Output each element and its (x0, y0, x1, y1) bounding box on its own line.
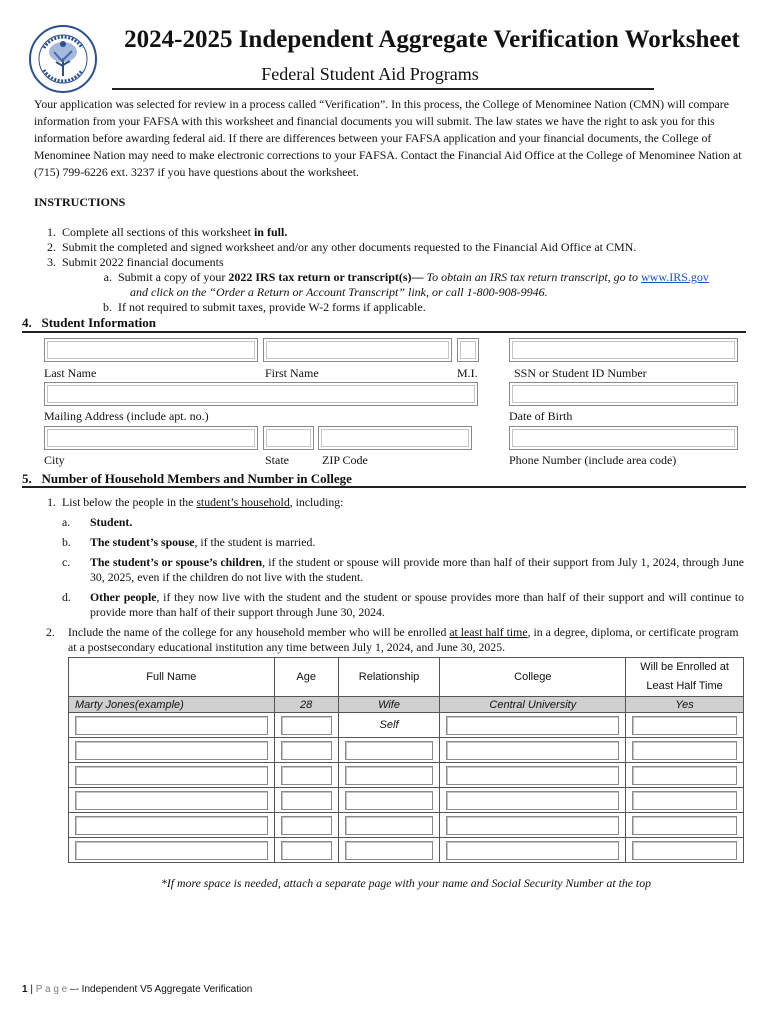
household-item-1: 1. List below the people in the student’s household, including: (47, 495, 344, 509)
age-input[interactable] (281, 841, 332, 860)
header-enrolled: Will be Enrolled at Least Half Time (626, 658, 744, 697)
enrolled-input[interactable] (632, 716, 737, 735)
address-label: Mailing Address (include apt. no.) (44, 409, 209, 423)
first-name-input[interactable] (263, 338, 452, 362)
department-of-education-seal (28, 24, 98, 94)
section-5-heading: 5. Number of Household Members and Number in College (22, 471, 352, 486)
example-college: Central University (440, 697, 626, 713)
state-label: State (265, 453, 289, 467)
college-input[interactable] (446, 766, 619, 785)
college-input[interactable] (446, 716, 619, 735)
age-input[interactable] (281, 716, 332, 735)
household-item-2: 2. Include the name of the college for any household member who will be enrolled at least half time, in a degree, diploma, or certificate program at a postsecondary educational institution any time between July 1, 2024, and June 30, 2025. (46, 625, 739, 654)
enrolled-input[interactable] (632, 766, 737, 785)
enrolled-input[interactable] (632, 841, 737, 860)
title-divider (112, 88, 654, 90)
ssn-input[interactable] (509, 338, 738, 362)
household-table (68, 657, 744, 863)
dob-label: Date of Birth (509, 409, 573, 423)
page-title: 2024-2025 Independent Aggregate Verification Worksheet (124, 26, 740, 53)
table-row (69, 813, 744, 838)
zip-code-input[interactable] (318, 426, 472, 450)
table-row (69, 763, 744, 788)
table-row (69, 713, 744, 738)
phone-number-input[interactable] (509, 426, 738, 450)
city-label: City (44, 453, 65, 467)
age-input[interactable] (281, 791, 332, 810)
header-college: College (440, 658, 626, 697)
mi-label: M.I. (457, 366, 478, 380)
table-row (69, 788, 744, 813)
date-of-birth-input[interactable] (509, 382, 738, 406)
instruction-item-3: 3. Submit 2022 financial documents (47, 255, 224, 269)
mailing-address-input[interactable] (44, 382, 478, 406)
full-name-input[interactable] (75, 841, 268, 860)
household-item-c: c. The student’s or spouse’s children, if the student or spouse will provide more than half of their support from July 1, 2024, through June 30, 2025, even if the children do not live with the student. (62, 555, 744, 584)
example-age: 28 (274, 697, 338, 713)
enrolled-input[interactable] (632, 741, 737, 760)
college-input[interactable] (446, 741, 619, 760)
college-input[interactable] (446, 841, 619, 860)
phone-label: Phone Number (include area code) (509, 453, 677, 467)
page-subtitle: Federal Student Aid Programs (261, 64, 479, 84)
section-4-heading: 4. Student Information (22, 315, 156, 330)
instructions-heading: INSTRUCTIONS (34, 195, 126, 209)
ssn-label: SSN or Student ID Number (514, 366, 647, 380)
instruction-item-1: 1. Complete all sections of this worksheet in full. (47, 225, 288, 239)
example-name: Marty Jones(example) (69, 697, 275, 713)
table-row (69, 838, 744, 863)
middle-initial-input[interactable] (457, 338, 479, 362)
page-footer: 1 | P a g e –- Independent V5 Aggregate Verification (22, 984, 253, 995)
header-age: Age (274, 658, 338, 697)
last-name-label: Last Name (44, 366, 97, 380)
full-name-input[interactable] (75, 791, 268, 810)
irs-link[interactable]: www.IRS.gov (641, 270, 709, 284)
header-full-name: Full Name (69, 658, 275, 697)
example-enrolled: Yes (626, 697, 744, 713)
instruction-sub-a: a. Submit a copy of your 2022 IRS tax return or transcript(s)— To obtain an IRS tax return transcript, go to www.IRS.gov (103, 270, 709, 284)
relationship-input[interactable] (345, 766, 434, 785)
instruction-sub-a-line2: and click on the “Order a Return or Account Transcript” link, or call 1-800-908-9946. (130, 285, 548, 299)
section-5-divider (22, 486, 746, 488)
enrolled-input[interactable] (632, 791, 737, 810)
first-name-label: First Name (265, 366, 319, 380)
table-row (69, 738, 744, 763)
example-relationship: Wife (338, 697, 440, 713)
header-relationship: Relationship (338, 658, 440, 697)
college-input[interactable] (446, 816, 619, 835)
last-name-input[interactable] (44, 338, 258, 362)
instruction-sub-b: b. If not required to submit taxes, provide W-2 forms if applicable. (103, 300, 426, 314)
zip-label: ZIP Code (322, 453, 368, 467)
self-relationship: Self (338, 713, 440, 738)
section-4-divider (22, 331, 746, 333)
relationship-input[interactable] (345, 741, 434, 760)
age-input[interactable] (281, 816, 332, 835)
example-row (69, 697, 744, 713)
state-input[interactable] (263, 426, 314, 450)
age-input[interactable] (281, 741, 332, 760)
relationship-input[interactable] (345, 791, 434, 810)
full-name-input[interactable] (75, 716, 268, 735)
household-item-b: b. The student’s spouse, if the student is married. (62, 535, 316, 549)
age-input[interactable] (281, 766, 332, 785)
enrolled-input[interactable] (632, 816, 737, 835)
relationship-input[interactable] (345, 841, 434, 860)
city-input[interactable] (44, 426, 258, 450)
full-name-input[interactable] (75, 816, 268, 835)
household-item-a: a. Student. (62, 515, 133, 529)
household-item-d: d. Other people, if they now live with the student and the student or spouse provides more than half of their support and will continue to provide more than half of their support through June 30, 2024. (62, 590, 744, 619)
table-header-row (69, 658, 744, 697)
college-input[interactable] (446, 791, 619, 810)
relationship-input[interactable] (345, 816, 434, 835)
table-note: *If more space is needed, attach a separate page with your name and Social Security Number at the top (160, 876, 652, 890)
full-name-input[interactable] (75, 766, 268, 785)
full-name-input[interactable] (75, 741, 268, 760)
instruction-item-2: 2. Submit the completed and signed worksheet and/or any other documents requested to the Financial Aid Office at CMN. (47, 240, 637, 254)
intro-paragraph: Your application was selected for review in a process called “Verification”. In this process, the College of Menominee Nation (CMN) will compare information from your FAFSA with this worksheet and financial documents you will submit. The law states we have the right to ask you for this information before awarding federal aid. If there are differences between your FAFSA application and your financial documents, the College of Menominee Nation may need to make electronic corrections to your FAFSA. Contact the Financial Aid Office at the College of Menominee Nation at (715) 799-6226 ext. 3237 if you have questions about the worksheet. (34, 97, 742, 179)
